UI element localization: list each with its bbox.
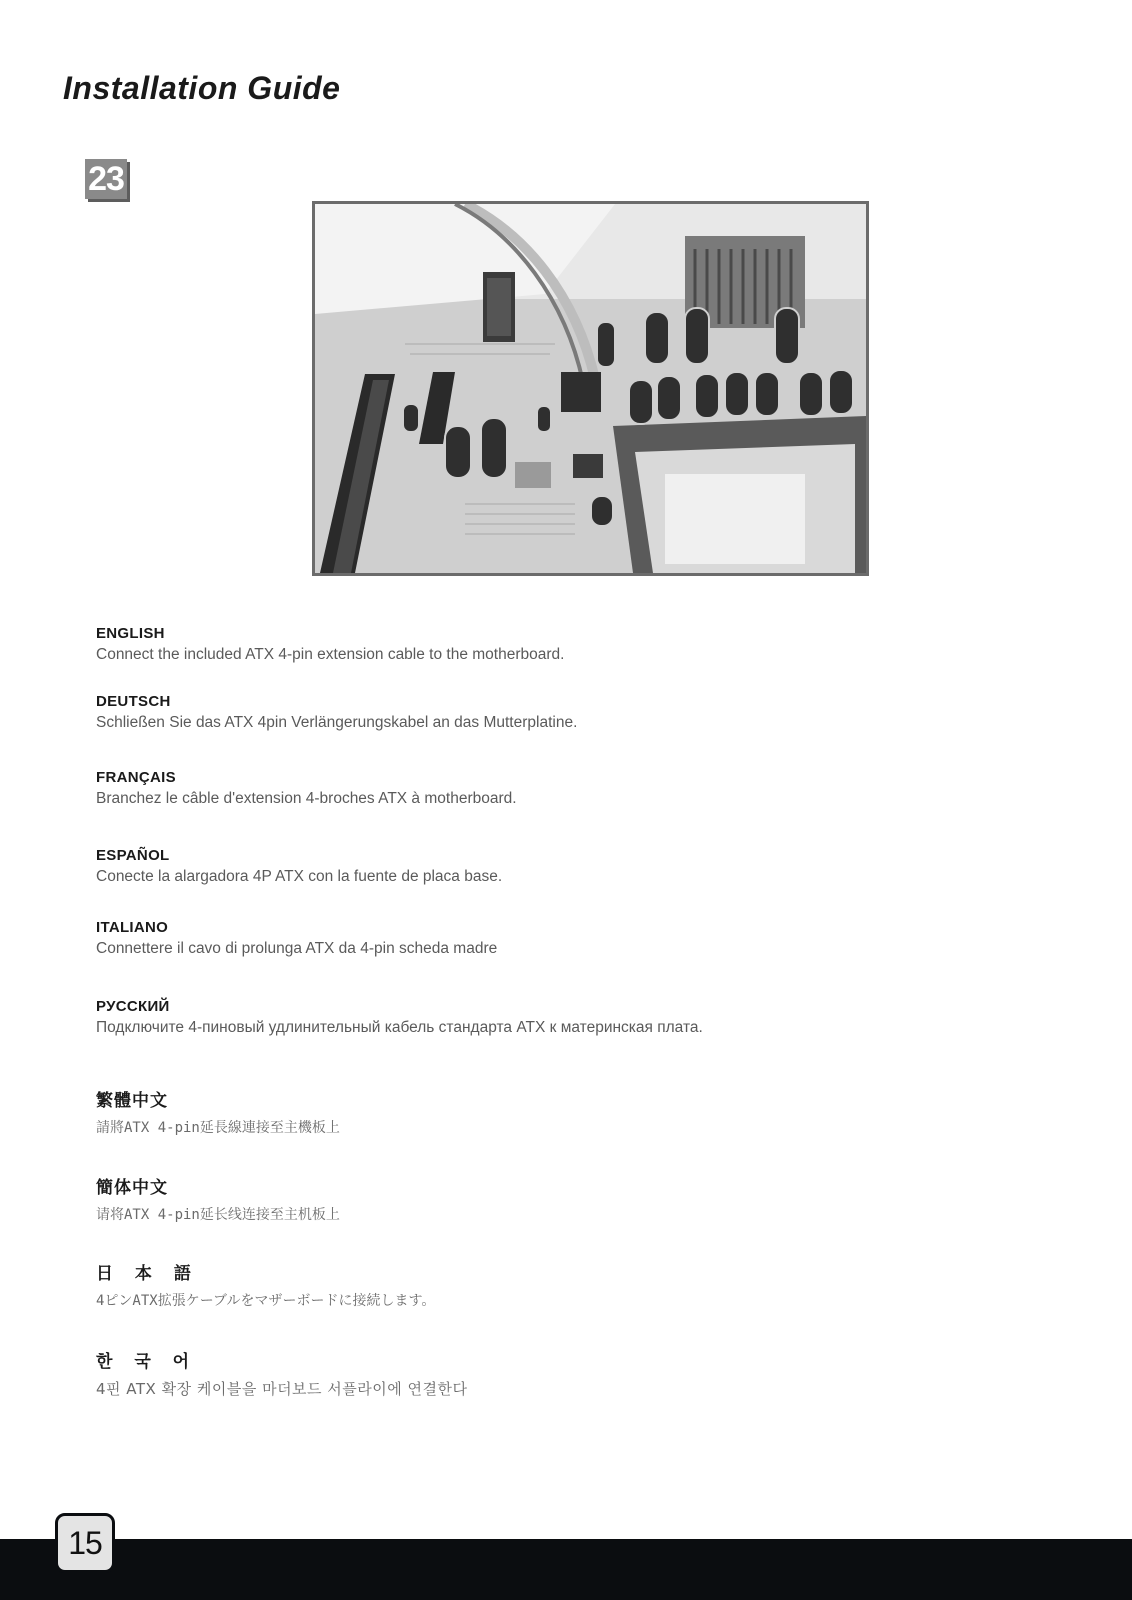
language-heading: 簡体中文 <box>96 1178 168 1198</box>
section-simplified-chinese <box>96 1173 340 1224</box>
instruction-text: 4ピンATX拡張ケーブルをマザーボードに接続します。 <box>96 1293 436 1309</box>
motherboard-photo-icon <box>315 204 866 573</box>
language-heading: ESPAÑOL <box>96 847 170 864</box>
section-italiano <box>96 919 497 958</box>
instruction-text: Branchez le câble d'extension 4-broches ATX à motherboard. <box>96 790 517 807</box>
footer-bar <box>0 1539 1132 1600</box>
instruction-text: Connect the included ATX 4-pin extension cable to the motherboard. <box>96 646 565 663</box>
language-heading: 繁體中文 <box>96 1091 168 1111</box>
section-traditional-chinese <box>96 1086 340 1137</box>
section-japanese <box>96 1259 435 1310</box>
language-heading: DEUTSCH <box>96 693 171 710</box>
section-deutsch <box>96 693 577 732</box>
section-english <box>96 625 564 664</box>
instruction-text: Connettere il cavo di prolunga ATX da 4-pin scheda madre <box>96 940 498 957</box>
section-espanol <box>96 847 502 886</box>
page-title: Installation Guide <box>63 70 341 106</box>
section-korean <box>96 1347 468 1399</box>
page-number: 15 <box>55 1513 115 1573</box>
instruction-text: Подключите 4-пиновый удлинительный кабель стандарта ATX к материнская плата. <box>96 1019 703 1036</box>
language-heading: РУССКИЙ <box>96 998 170 1015</box>
section-francais <box>96 769 517 808</box>
language-heading: 한 국 어 <box>96 1352 198 1372</box>
step-number-badge: 23 <box>85 159 127 199</box>
section-russian <box>96 998 703 1037</box>
language-heading: FRANÇAIS <box>96 769 176 786</box>
motherboard-photo <box>312 201 869 576</box>
language-heading: ENGLISH <box>96 625 165 642</box>
language-heading: ITALIANO <box>96 919 169 936</box>
instruction-text: 請將ATX 4-pin延長線連接至主機板上 <box>96 1120 340 1136</box>
instruction-text: Conecte la alargadora 4P ATX con la fuente de placa base. <box>96 868 503 885</box>
instruction-text: 4핀 ATX 확장 케이블을 마더보드 서플라이에 연결한다 <box>96 1380 468 1398</box>
language-heading: 日 本 語 <box>96 1264 199 1284</box>
instruction-text: 请将ATX 4-pin延长线连接至主机板上 <box>96 1207 340 1223</box>
instruction-text: Schließen Sie das ATX 4pin Verlängerungskabel an das Mutterplatine. <box>96 714 578 731</box>
